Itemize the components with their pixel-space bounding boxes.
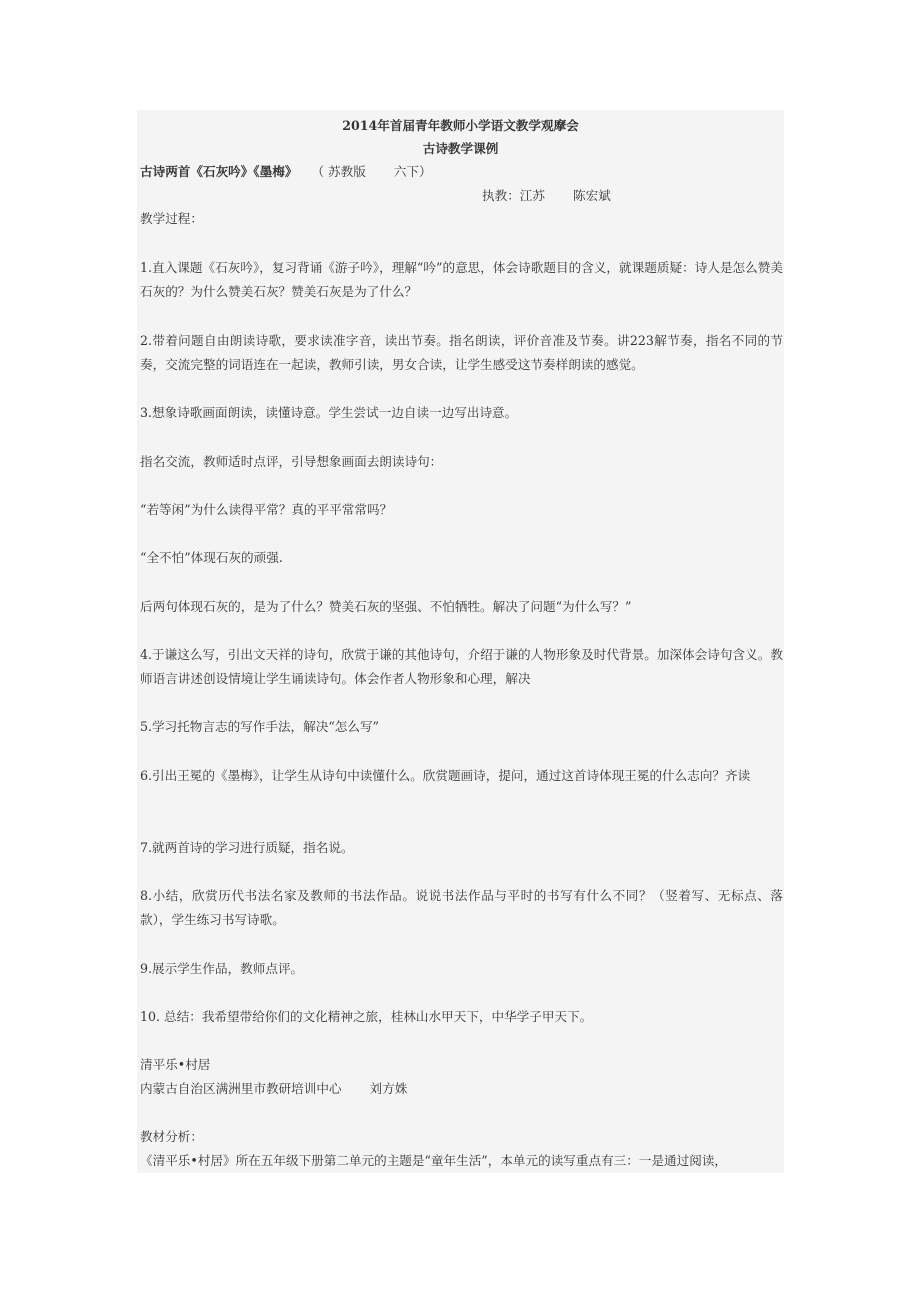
- teacher-label: 执教：江苏: [482, 188, 545, 203]
- lesson-title: 古诗两首《石灰吟》《墨梅》: [140, 164, 298, 179]
- step-paragraph: 8.小结，欣赏历代书法名家及教师的书法作品。说说书法作品与平时的书写有什么不同？（竖着写、无标点、落款），学生练习书写诗歌。: [140, 888, 783, 927]
- process-label: 教学过程：: [140, 211, 203, 226]
- analysis-text: 《清平乐•村居》所在五年级下册第二单元的主题是“童年生活”，本单元的读写重点有三：一是通过阅读，: [140, 1153, 728, 1168]
- author-name: 刘方姝: [369, 1081, 408, 1096]
- step-paragraph: 4.于谦这么写，引出文天祥的诗句，欣赏于谦的其他诗句，介绍于谦的人物形象及时代背景。加深体会诗句含义。教师语言讲述创设情境让学生诵读诗句。体会作者人物形象和心理，解决: [140, 647, 783, 686]
- step-paragraph: 5.学习托物言志的写作手法，解决“怎么写”: [140, 719, 379, 734]
- document-title: 2014年首届青年教师小学语文教学观摩会: [342, 118, 579, 133]
- lesson-edition: （ 苏教版: [311, 164, 366, 179]
- step-paragraph: 2.带着问题自由朗读诗歌，要求读准字音，读出节奏。指名朗读，评价音准及节奏。讲223解节奏，指名不同的节奏，交流完整的词语连在一起读，教师引读，男女合读，让学生感受这节奏样朗读的感觉。: [140, 333, 783, 372]
- step-paragraph: 3.想象诗歌画面朗读，读懂诗意。学生尝试一边自读一边写出诗意。: [140, 405, 518, 420]
- step-paragraph: 9.展示学生作品，教师点评。: [140, 961, 304, 976]
- teacher-line: [482, 184, 782, 208]
- teacher-name: 陈宏斌: [572, 188, 611, 203]
- lesson-heading: [140, 160, 783, 184]
- second-lesson-title: 清平乐•村居: [140, 1057, 211, 1072]
- second-lesson-author-line: [140, 1077, 783, 1101]
- document-page: [137, 110, 784, 1173]
- step-paragraph: 7.就两首诗的学习进行质疑，指名说。: [140, 840, 354, 855]
- step-paragraph: “全不怕”体现石灰的顽强.: [140, 550, 283, 565]
- step-paragraph: 10. 总结：我希望带给你们的文化精神之旅，桂林山水甲天下，中华学子甲天下。: [140, 1009, 593, 1024]
- step-paragraph: 后两句体现石灰的，是为了什么？赞美石灰的坚强、不怕牺牲。解决了问题“为什么写？”: [140, 599, 632, 614]
- document-subtitle: 古诗教学课例: [422, 141, 499, 156]
- step-paragraph: 6.引出王冕的《墨梅》，让学生从诗句中读懂什么。欣赏题画诗，提问，通过这首诗体现王冕的什么志向？齐读: [140, 768, 751, 783]
- step-paragraph: 1.直入课题《石灰吟》，复习背诵《游子吟》，理解“吟”的意思，体会诗歌题目的含义，就课题质疑：诗人是怎么赞美石灰的？为什么赞美石灰？赞美石灰是为了什么？: [140, 260, 783, 299]
- step-paragraph: 指名交流，教师适时点评，引导想象画面去朗读诗句：: [140, 454, 443, 469]
- step-paragraph: “若等闲”为什么读得平常？真的平平常常吗？: [140, 502, 393, 517]
- analysis-label: 教材分析：: [140, 1129, 203, 1144]
- organization: 内蒙古自治区满洲里市教研培训中心: [140, 1081, 342, 1096]
- lesson-grade: 六下）: [393, 164, 432, 179]
